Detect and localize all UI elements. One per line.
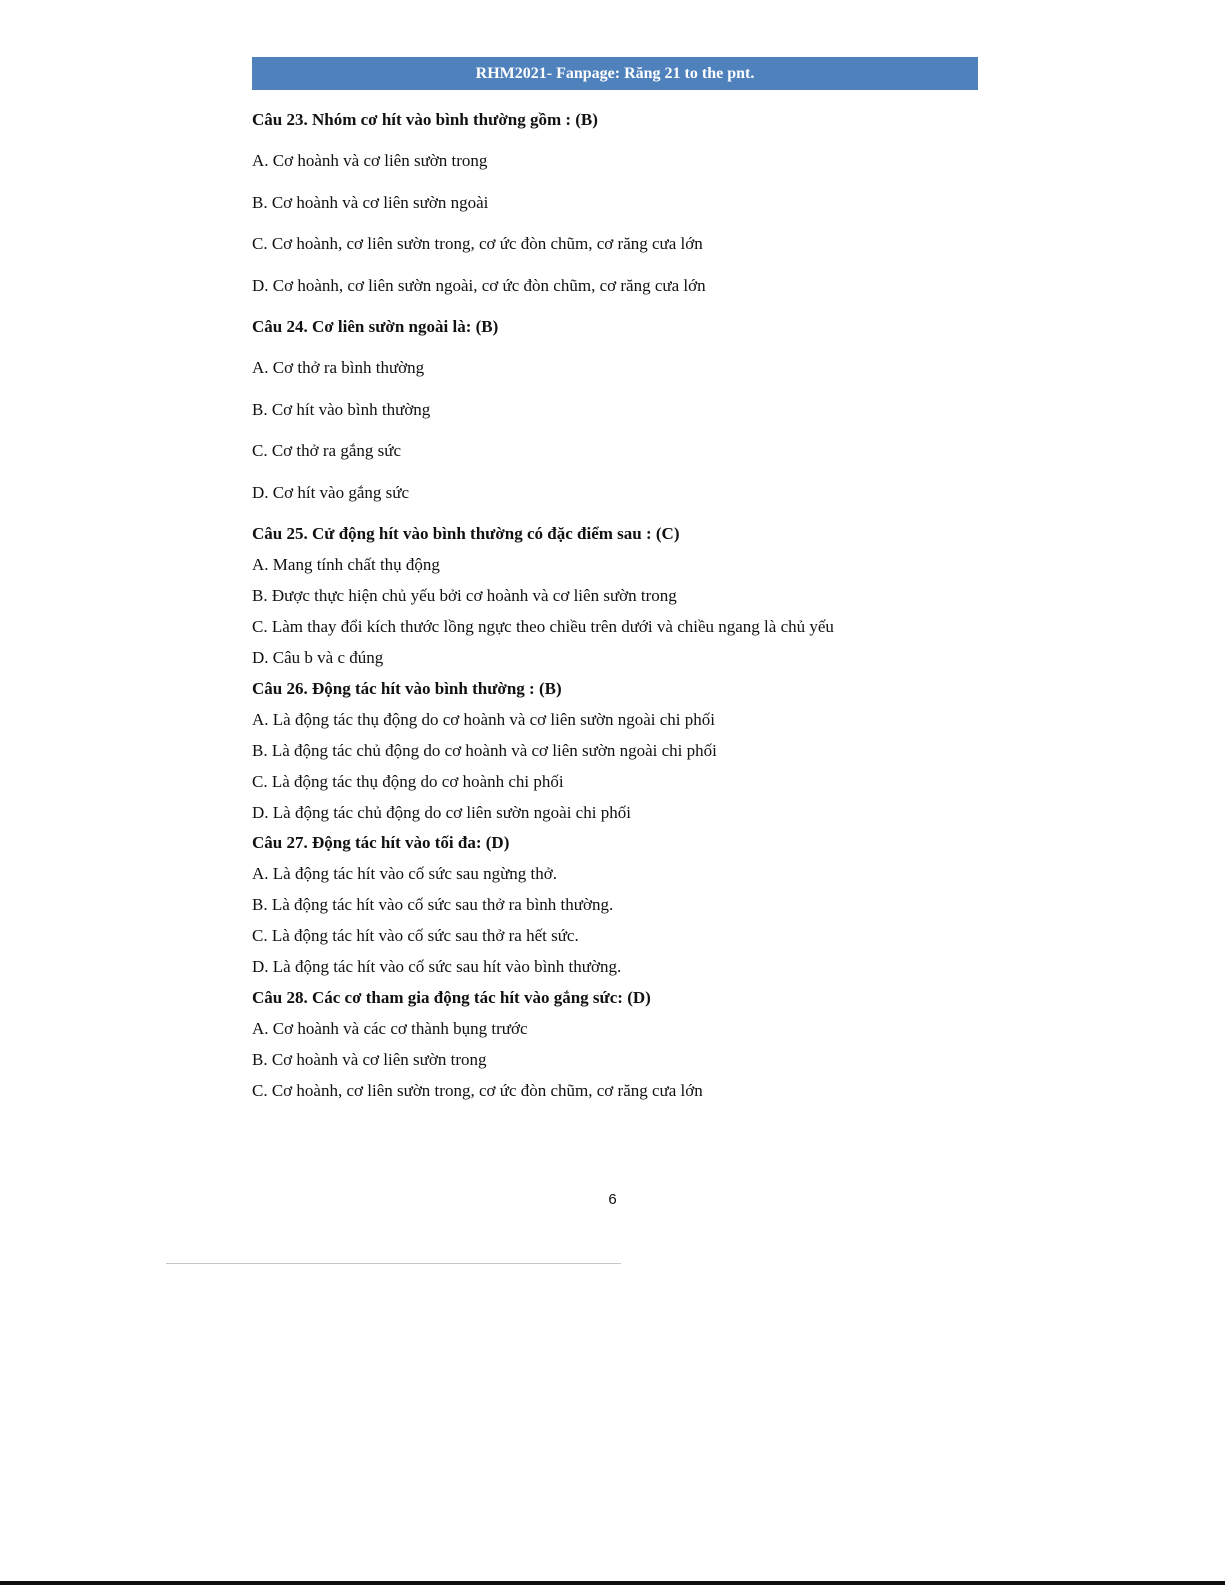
question-28-option-b: B. Cơ hoành và cơ liên sườn trong: [252, 1050, 487, 1069]
question-28-option-c: C. Cơ hoành, cơ liên sườn trong, cơ ức đòn chũm, cơ răng cưa lớn: [252, 1081, 703, 1100]
header-title: RHM2021- Fanpage: Răng 21 to the pnt.: [475, 64, 755, 82]
page-header-banner: [252, 57, 978, 90]
question-27-option-c: C. Là động tác hít vào cố sức sau thở ra hết sức.: [252, 926, 579, 945]
question-24-title: Câu 24. Cơ liên sườn ngoài là: (B): [252, 317, 499, 336]
question-26-option-a: A. Là động tác thụ động do cơ hoành và cơ liên sườn ngoài chi phối: [252, 710, 715, 729]
question-27-option-d: D. Là động tác hít vào cố sức sau hít vào bình thường.: [252, 957, 622, 976]
question-28-option-a: A. Cơ hoành và các cơ thành bụng trước: [252, 1019, 528, 1038]
question-23-option-b: B. Cơ hoành và cơ liên sườn ngoài: [252, 193, 489, 212]
question-23-option-d: D. Cơ hoành, cơ liên sườn ngoài, cơ ức đòn chũm, cơ răng cưa lớn: [252, 276, 706, 295]
question-24-option-b: B. Cơ hít vào bình thường: [252, 400, 431, 419]
question-24-option-a: A. Cơ thở ra bình thường: [252, 358, 425, 377]
question-26-title: Câu 26. Động tác hít vào bình thường : (B): [252, 679, 562, 698]
question-26-option-b: B. Là động tác chủ động do cơ hoành và cơ liên sườn ngoài chi phối: [252, 741, 717, 760]
question-25-option-a: A. Mang tính chất thụ động: [252, 555, 440, 574]
footnote-separator: [166, 1263, 621, 1264]
question-25-option-b: B. Được thực hiện chủ yếu bởi cơ hoành và cơ liên sườn trong: [252, 586, 677, 605]
question-23-option-c: C. Cơ hoành, cơ liên sườn trong, cơ ức đòn chũm, cơ răng cưa lớn: [252, 234, 703, 253]
question-25-option-d: D. Câu b và c đúng: [252, 648, 384, 667]
question-26-option-d: D. Là động tác chủ động do cơ liên sườn ngoài chi phối: [252, 803, 631, 822]
question-25-option-c: C. Làm thay đổi kích thước lồng ngực theo chiều trên dưới và chiều ngang là chủ yếu: [252, 617, 834, 636]
question-24-option-c: C. Cơ thở ra gắng sức: [252, 441, 402, 460]
question-23-title: Câu 23. Nhóm cơ hít vào bình thường gồm : (B): [252, 110, 598, 129]
question-24-option-d: D. Cơ hít vào gắng sức: [252, 483, 410, 502]
page-number: 6: [608, 1191, 617, 1208]
question-27-title: Câu 27. Động tác hít vào tối đa: (D): [252, 833, 510, 852]
page-bottom-edge: [0, 1581, 1225, 1585]
question-27-option-b: B. Là động tác hít vào cố sức sau thở ra bình thường.: [252, 895, 614, 914]
question-25-title: Câu 25. Cử động hít vào bình thường có đặc điểm sau : (C): [252, 524, 680, 543]
question-26-option-c: C. Là động tác thụ động do cơ hoành chi phối: [252, 772, 564, 791]
question-28-title: Câu 28. Các cơ tham gia động tác hít vào gắng sức: (D): [252, 988, 651, 1007]
question-23-option-a: A. Cơ hoành và cơ liên sườn trong: [252, 151, 488, 170]
question-27-option-a: A. Là động tác hít vào cố sức sau ngừng thở.: [252, 864, 558, 883]
